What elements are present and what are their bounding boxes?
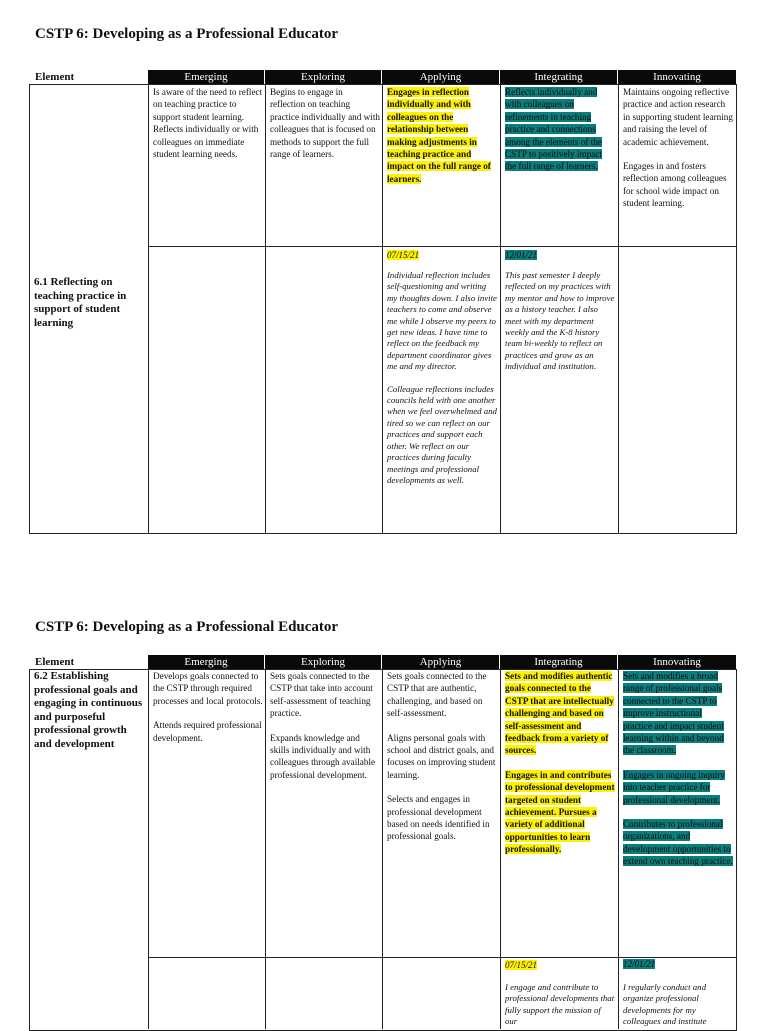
header-exploring: Exploring xyxy=(265,655,381,669)
cell-exploring: Begins to engage in reflection on teaching practice individually and with colleagues that is focused on methods to support the full range of learners. xyxy=(270,87,380,160)
row-divider xyxy=(148,246,736,247)
innovating-text-1: Maintains ongoing reflective practice and action research in supporting student learning and raising the level of academic achievement. xyxy=(623,87,733,147)
cell-innovating xyxy=(623,670,733,868)
innovating-date xyxy=(623,958,655,970)
cell-applying xyxy=(387,670,497,855)
date-badge: 12/01/21 xyxy=(505,250,538,260)
header-integrating: Integrating xyxy=(500,70,617,84)
integrating-evidence xyxy=(505,270,615,384)
innovating-highlight-2: Engages in ongoing inquiry into teacher practice for professional development. xyxy=(623,769,725,805)
integrating-highlight-1: Sets and modifies authentic goals connected to the CSTP that are intellectually challenging and based on self-assessment and feedback from a variety of sources. xyxy=(505,671,614,756)
date-badge: 12/01/21 xyxy=(623,959,656,969)
element-label: Element xyxy=(35,656,75,668)
header-exploring: Exploring xyxy=(265,70,381,84)
cell-applying xyxy=(387,86,497,185)
header-innovating: Innovating xyxy=(618,70,736,84)
innovating-highlight-3: Contributes to professional organizations, and development opportunities to extend own teaching practice. xyxy=(623,819,733,867)
header-emerging: Emerging xyxy=(148,655,264,669)
integrating-highlight-2: Engages in and contributes to professional development targeted on student achievement. Pursues a variety of additional opportunities to learn professionally. xyxy=(505,769,615,855)
header-innovating: Innovating xyxy=(618,655,736,669)
integrating-date xyxy=(505,249,537,261)
emerging-text-1: Develops goals connected to the CSTP through required processes and local protocols. xyxy=(153,671,263,706)
applying-evidence-1: Individual reflection includes self-questioning and writing my thoughts down. I also invite teachers to come and observe me while I observe my peers to get new ideas. I have time to reflect on the feedback my department coordinator gives me and my director. xyxy=(387,270,497,372)
col-divider xyxy=(618,84,619,533)
cell-innovating xyxy=(623,86,733,222)
applying-evidence xyxy=(387,270,497,497)
header-applying: Applying xyxy=(382,655,499,669)
col-divider xyxy=(265,84,266,533)
cell-integrating xyxy=(505,86,615,173)
header-applying: Applying xyxy=(382,70,499,84)
col-divider xyxy=(265,669,266,1029)
cell-emerging: Is aware of the need to reflect on teaching practice to support student learning. Reflects individually or with colleagues on immediate student learning needs. xyxy=(153,87,263,160)
col-divider xyxy=(148,84,149,533)
cell-exploring xyxy=(270,670,380,793)
col-divider xyxy=(148,669,149,1029)
col-divider xyxy=(382,84,383,533)
col-divider xyxy=(618,669,619,1029)
innovating-evidence: I regularly conduct and organize professional developments for my colleagues and institute xyxy=(623,982,707,1027)
exploring-text-2: Expands knowledge and skills individually and with colleagues through available professional development. xyxy=(270,732,376,780)
applying-date xyxy=(387,249,419,261)
date-badge: 07/15/21 xyxy=(505,960,538,970)
integrating-evidence: I engage and contribute to professional developments that fully support the mission of our xyxy=(505,982,615,1027)
section-1-title: CSTP 6: Developing as a Professional Educator xyxy=(35,26,339,42)
emerging-text-2: Attends required professional development. xyxy=(153,720,262,743)
section-2-title: CSTP 6: Developing as a Professional Educator xyxy=(35,619,339,635)
innovating-text-2: Engages in and fosters reflection among colleagues for school wide impact on student learning. xyxy=(623,161,727,209)
exploring-text-1: Sets goals connected to the CSTP that take into account self-assessment of teaching practice. xyxy=(270,671,373,719)
date-badge: 07/15/21 xyxy=(387,250,420,260)
applying-evidence-2: Colleague reflections includes councils held with one another when we feel overwhelmed and tired so we can reflect on our practices and support each other. We reflect on our practices during faculty meetings and professional developments as well. xyxy=(387,383,497,485)
applying-text-3: Selects and engages in professional development based on needs identified in professional goals. xyxy=(387,794,490,842)
header-integrating: Integrating xyxy=(500,655,617,669)
applying-text-1: Sets goals connected to the CSTP that are authentic, challenging, and based on self-assessment. xyxy=(387,671,487,719)
element-6-2: 6.2 Establishing professional goals and engaging in continuous and purposeful professional growth and development xyxy=(34,670,143,750)
element-6-1: 6.1 Reflecting on teaching practice in support of student learning xyxy=(34,276,127,329)
col-divider xyxy=(500,669,501,1029)
integrating-date xyxy=(505,959,537,971)
col-divider xyxy=(382,669,383,1029)
cell-emerging xyxy=(153,670,263,756)
cell-integrating xyxy=(505,670,615,868)
applying-highlight: Engages in reflection individually and with colleagues on the relationship between making adjustments in teaching practice and impact on the full range of learners. xyxy=(387,87,491,184)
header-emerging: Emerging xyxy=(148,70,264,84)
innovating-highlight-1: Sets and modifies a broad range of professional goals connected to the CSTP to improve instructional practice and impact student learning within and beyond the classroom. xyxy=(623,671,724,756)
integrating-highlight: Reflects individually and with colleagues on refinements in teaching practice and connections among the elements of the CSTP to positively impact the full range of learners. xyxy=(505,87,602,172)
integrating-evidence-1: This past semester I deeply reflected on my practices with my mentor and how to improve as a history teacher. I also meet with my department weekly and the K-8 history team bi-weekly to reflect on practices and grow as an individual and institution. xyxy=(505,270,615,372)
applying-text-2: Aligns personal goals with school and district goals, and focuses on improving student learning. xyxy=(387,732,496,780)
col-divider xyxy=(500,84,501,533)
element-label: Element xyxy=(35,71,75,83)
